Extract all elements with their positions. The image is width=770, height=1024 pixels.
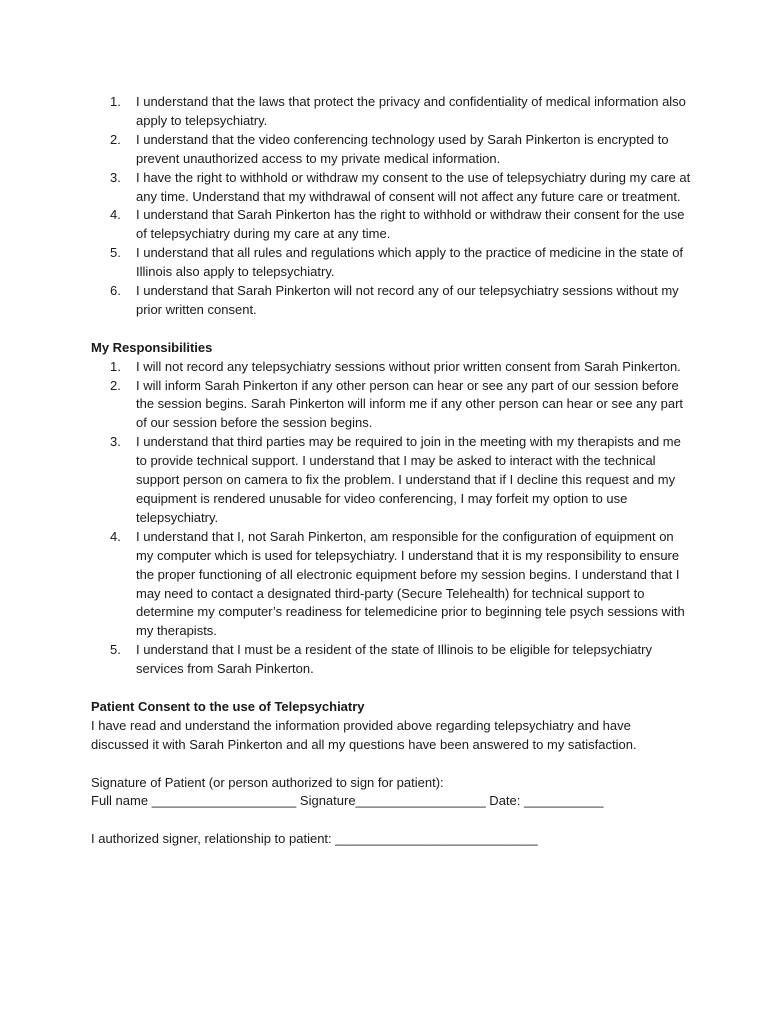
- list-item-text: I understand that Sarah Pinkerton has the right to withhold or withdraw their consent for the use of telepsychiatry during my care at any time.: [136, 207, 685, 242]
- list-item-text: I understand that the video conferencing technology used by Sarah Pinkerton is encrypted to prevent unauthorized access to my private medical information.: [136, 131, 669, 166]
- list-item: [91, 244, 691, 282]
- list-item: [91, 377, 691, 434]
- consent-heading: Patient Consent to the use of Telepsychiatry: [91, 698, 365, 714]
- list-item-text: I have the right to withhold or withdraw my consent to the use of telepsychiatry during my care at any time. Understand that my withdrawal of consent will not affect any future care or treatment.: [136, 169, 691, 204]
- list-number: 2.: [110, 131, 121, 147]
- list-item: [91, 433, 691, 528]
- list-item: [91, 206, 691, 244]
- list-item: [91, 358, 691, 377]
- list-item-text: I understand that third parties may be required to join in the meeting with my therapists and me to provide technical support. I understand that I may be asked to interact with the technical support person on camera to fix the problem. I understand that if I decline this request and my equipment is rendered unusable for video conferencing, I may forfeit my option to use telepsychiatry.: [136, 434, 681, 525]
- list-number: 6.: [110, 283, 121, 299]
- list-number: 5.: [110, 642, 121, 658]
- list-number: 1.: [110, 94, 121, 109]
- consent-document: [91, 93, 691, 849]
- list-item: [91, 131, 691, 169]
- list-item-text: I will inform Sarah Pinkerton if any other person can hear or see any part of our session before the session begins. Sarah Pinkerton will inform me if any other person can hear or see any part of our session before the session begins.: [136, 377, 684, 431]
- privacy-terms-list: [91, 93, 691, 320]
- list-item-text: I understand that the laws that protect the privacy and confidentiality of medical information also apply to telepsychiatry.: [136, 94, 686, 128]
- list-number: 3.: [110, 434, 121, 450]
- list-item: [91, 282, 691, 320]
- list-number: 5.: [110, 245, 121, 261]
- list-number: 3.: [110, 169, 121, 185]
- authorized-signer-line[interactable]: I authorized signer, relationship to patient: ____________________________: [91, 831, 538, 847]
- responsibilities-list: [91, 358, 691, 679]
- list-number: 2.: [110, 377, 121, 393]
- consent-body: I have read and understand the information provided above regarding telepsychiatry and have discussed it with Sarah Pinkerton and all my questions have been answered to my satisfaction.: [91, 717, 637, 752]
- signature-intro: Signature of Patient (or person authorized to sign for patient):: [91, 774, 444, 790]
- list-number: 1.: [110, 358, 121, 374]
- list-item-text: I understand that I, not Sarah Pinkerton, am responsible for the configuration of equipment on my computer which is used for telepsychiatry. I understand that it is my responsibility to ensure the proper functioning of all electronic equipment before my session begins. I understand that I may need to contact a designated third-party (Secure Telehealth) for technical support to determine my computer’s readiness for telemedicine prior to beginning tele psych sessions with my therapists.: [136, 528, 685, 639]
- list-item: [91, 528, 691, 641]
- list-item-text: I understand that Sarah Pinkerton will not record any of our telepsychiatry sessions without my prior written consent.: [136, 283, 679, 317]
- list-item-text: I understand that I must be a resident of the state of Illinois to be eligible for telepsychiatry services from Sarah Pinkerton.: [136, 642, 652, 677]
- signature-line[interactable]: Full name ____________________ Signature__________________ Date: ___________: [91, 793, 604, 809]
- list-number: 4.: [110, 528, 121, 544]
- responsibilities-heading: My Responsibilities: [91, 339, 213, 355]
- list-item: [91, 93, 691, 131]
- list-item: [91, 641, 691, 679]
- list-number: 4.: [110, 207, 121, 223]
- list-item-text: I will not record any telepsychiatry sessions without prior written consent from Sarah Pinkerton.: [136, 358, 681, 374]
- list-item-text: I understand that all rules and regulations which apply to the practice of medicine in the state of Illinois also apply to telepsychiatry.: [136, 245, 684, 280]
- spacer: [91, 755, 691, 774]
- list-item: [91, 169, 691, 207]
- spacer: [91, 811, 691, 830]
